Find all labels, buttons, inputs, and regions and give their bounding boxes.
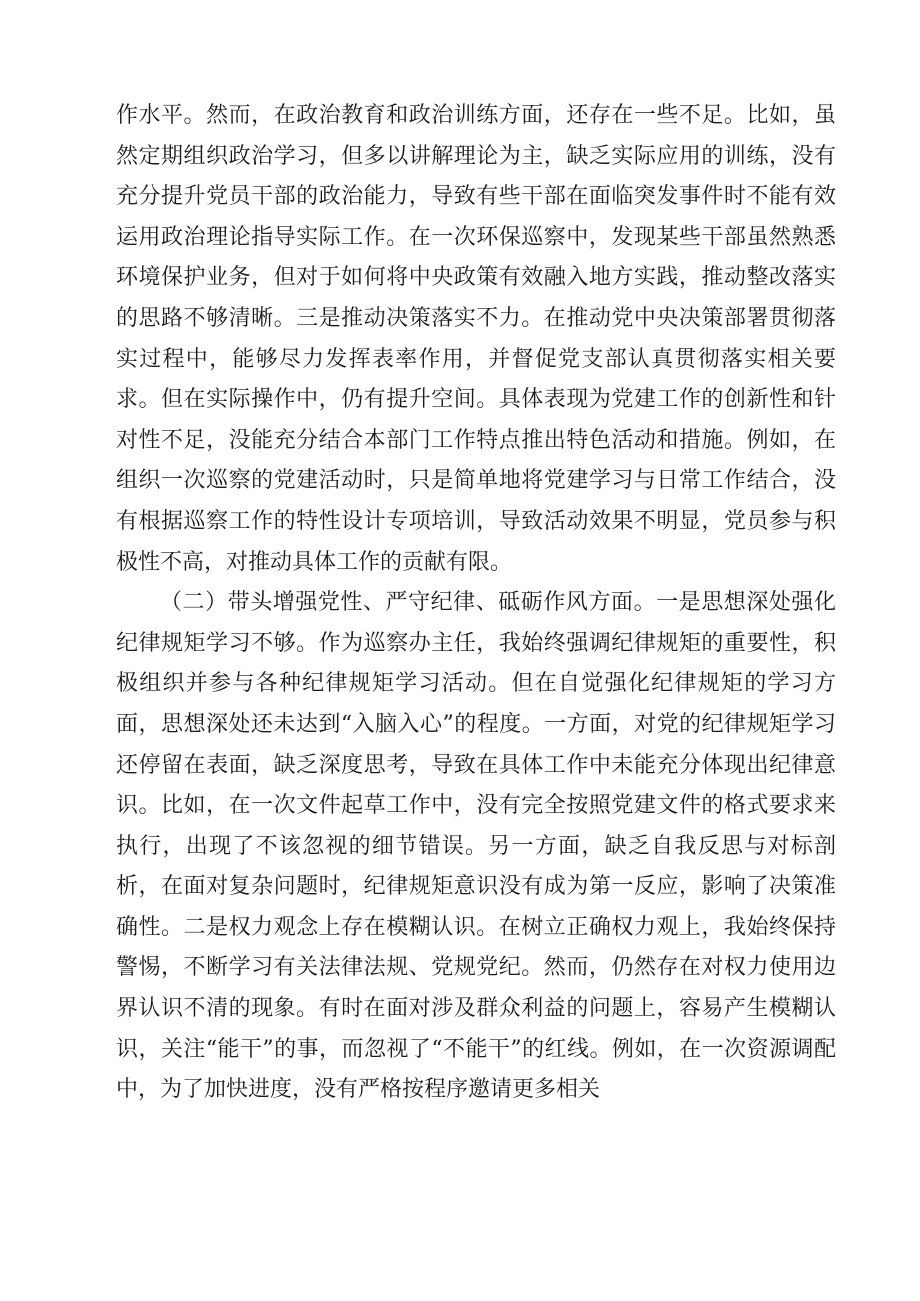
document-body — [116, 96, 836, 1111]
paragraph-continuation: 作水平。然而，在政治教育和政治训练方面，还存在一些不足。比如，虽然定期组织政治学习，但多以讲解理论为主，缺乏实际应用的训练，没有充分提升党员干部的政治能力，导致有些干部在面临突发事件时不能有效运用政治理论指导实际工作。在一次环保巡察中，发现某些干部虽然熟悉环境保护业务，但对于如何将中央政策有效融入地方实践，推动整改落实的思路不够清晰。三是推动决策落实不力。在推动党中央决策部署贯彻落实过程中，能够尽力发挥表率作用，并督促党支部认真贯彻落实相关要求。但在实际操作中，仍有提升空间。具体表现为党建工作的创新性和针对性不足，没能充分结合本部门工作特点推出特色活动和措施。例如，在组织一次巡察的党建活动时，只是简单地将党建学习与日常工作结合，没有根据巡察工作的特性设计专项培训，导致活动效果不明显，党员参与积极性不高，对推动具体工作的贡献有限。 — [116, 103, 836, 575]
paragraph-section-two: （二）带头增强党性、严守纪律、砥砺作风方面。一是思想深处强化纪律规矩学习不够。作为巡察办主任，我始终强调纪律规矩的重要性，积极组织并参与各种纪律规矩学习活动。但在自觉强化纪律规矩的学习方面，思想深处还未达到“入脑入心”的程度。一方面，对党的纪律规矩学习还停留在表面，缺乏深度思考，导致在具体工作中未能充分体现出纪律意识。比如，在一次文件起草工作中，没有完全按照党建文件的格式要求来执行，出现了不该忽视的细节错误。另一方面，缺乏自我反思与对标剖析，在面对复杂问题时，纪律规矩意识没有成为第一反应，影响了决策准确性。二是权力观念上存在模糊认识。在树立正确权力观上，我始终保持警惕，不断学习有关法律法规、党规党纪。然而，仍然存在对权力使用边界认识不清的现象。有时在面对涉及群众利益的问题上，容易产生模糊认识，关注“能干”的事，而忽视了“不能干”的红线。例如，在一次资源调配中，为了加快进度，没有严格按程序邀请更多相关 — [116, 590, 836, 1103]
